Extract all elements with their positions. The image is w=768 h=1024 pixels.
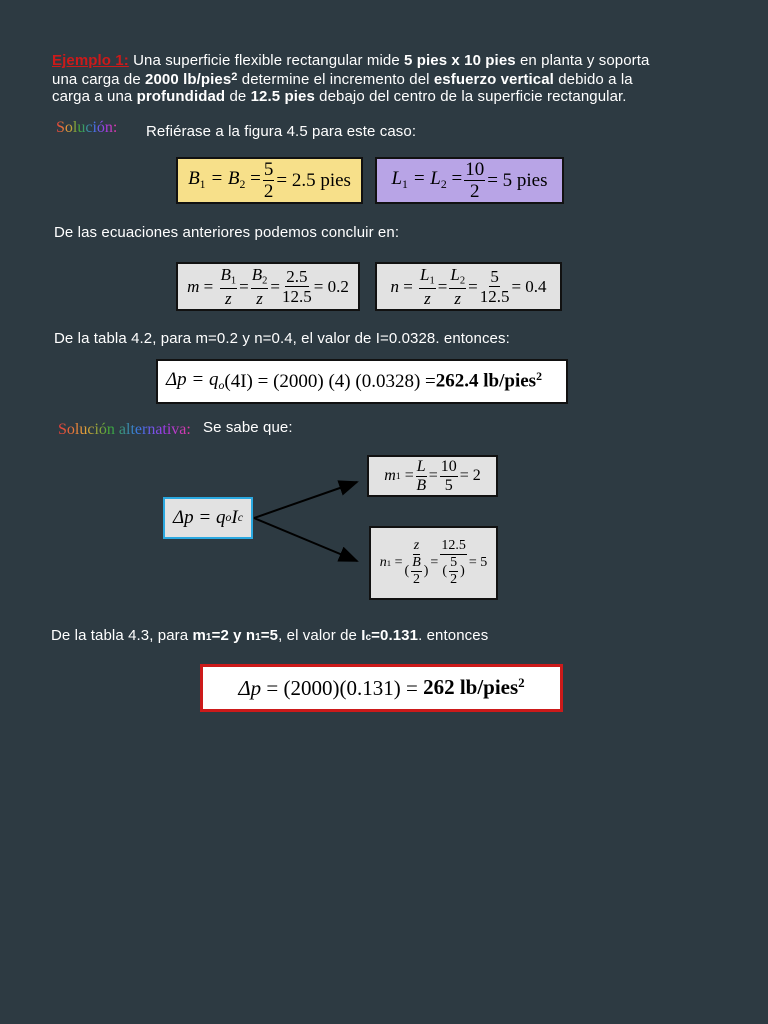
equation-m-box: m = $\frac{B_1}{z}$ = $\frac{B_2}{z}$ = $\frac{2.5}{12.5}$ = 0.2 (176, 262, 360, 311)
arrow-to-n1 (254, 518, 357, 561)
alt-solution-text: Se sabe que: (203, 419, 293, 436)
equation-final-box: Δp = (2000)(0.131) = 262 lb/pies$^2$ (200, 664, 563, 712)
solution-text: Refiérase a la figura 4.5 para este caso: (146, 123, 417, 140)
equation-l-box: $L_1 = L_2$ = $\frac{10}{2}$ = 5 pies (375, 157, 564, 204)
example-line-2: una carga de 2000 lb/pies$^2$ determine el incremento del esfuerzo vertical debido a la (52, 71, 633, 88)
equation-m1-box: m 1 = $\frac{L}{B}$ = $\frac{10}{5}$ = 2 (367, 455, 498, 497)
table-42-text: De la tabla 4.2, para m=0.2 y n=0.4, el valor de I=0.0328. entonces: (54, 330, 510, 347)
arrow-to-m1 (254, 482, 357, 518)
equation-n1-box: n 1 = z ( $\frac{B}{2}$ ) = 12.5 ( $\frac{5}{2}$ ) = 5 (369, 526, 498, 600)
example-label: Ejemplo 1: (52, 52, 129, 69)
alt-solution-label: Solución alternativa: (58, 421, 191, 438)
example-line-1: Ejemplo 1: Una superficie flexible rectangular mide 5 pies x 10 pies en planta y soporta (52, 52, 650, 69)
example-line-3: carga a una profundidad de 12.5 pies debajo del centro de la superficie rectangular. (52, 88, 627, 105)
table-43-text: De la tabla 4.3, para m1=2 y n1=5, el valor de Ic=0.131. entonces (51, 627, 489, 644)
equation-b-box: $B_1 = B_2$ = $\frac{5}{2}$ = 2.5 pies (176, 157, 363, 204)
equation-n-box: n = $\frac{L_1}{z}$ = $\frac{L_2}{z}$ = $\frac{5}{12.5}$ = 0.4 (375, 262, 562, 311)
conclusion-text: De las ecuaciones anteriores podemos concluir en: (54, 224, 400, 241)
equation-dp-c-box: Δp = q o I c (163, 497, 253, 539)
solution-label: Solución: (56, 119, 118, 136)
equation-dp-box: $\Delta p = q_o$ (4I) = (2000) (4) (0.0328) = 262.4 lb/pies$^2$ (156, 359, 568, 404)
